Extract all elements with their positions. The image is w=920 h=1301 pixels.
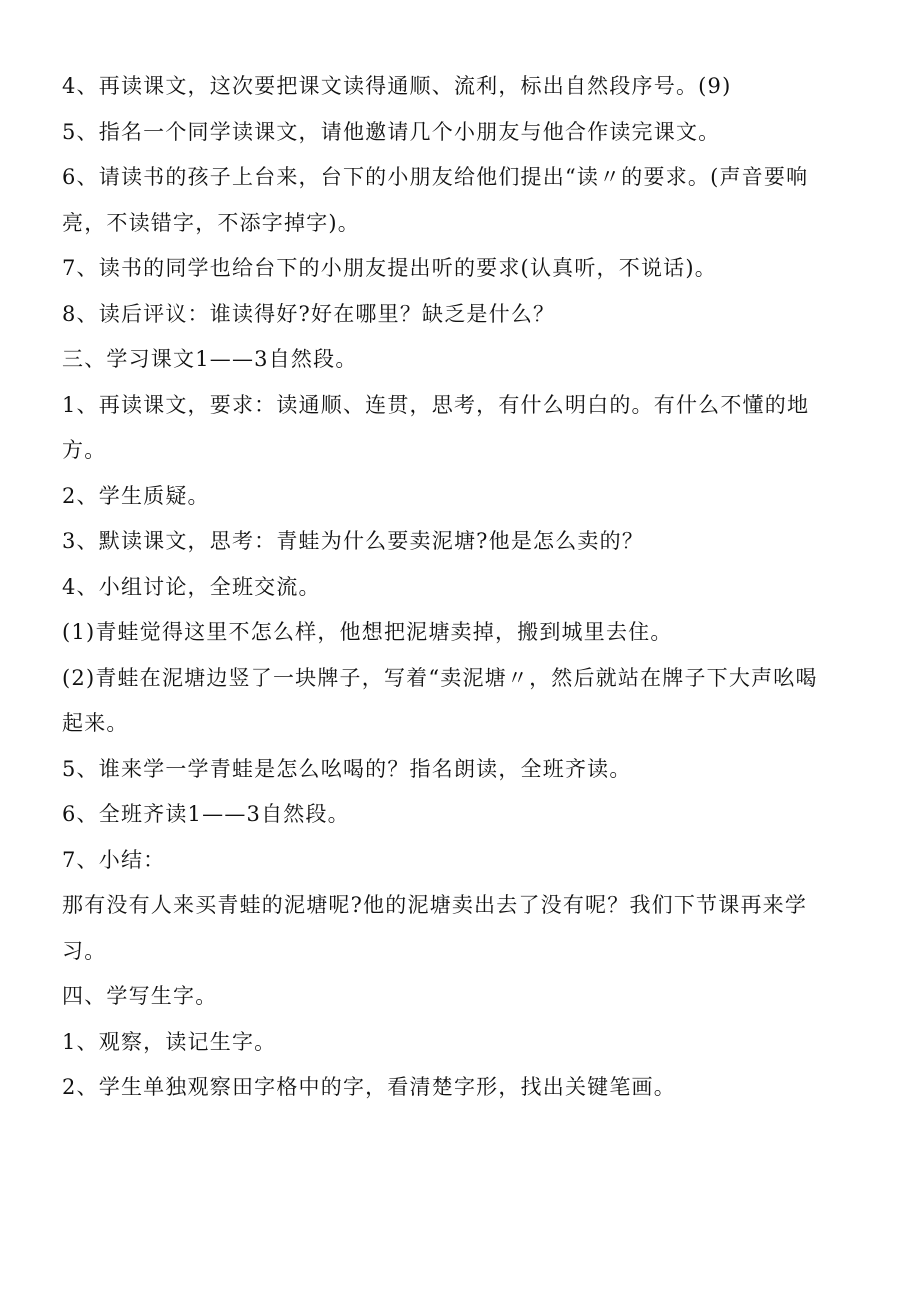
text-line: 7、小结： (62, 847, 166, 872)
text-line: 3、默读课文，思考：青蛙为什么要卖泥塘?他是怎么卖的？ (62, 529, 645, 553)
document-body (62, 64, 862, 1111)
text-line: 方。 (62, 438, 107, 462)
text-line: 起来。 (62, 711, 129, 735)
text-line: (2)青蛙在泥塘边竖了一块牌子，写着“卖泥塘〃，然后就站在牌子下大声吆喝 (62, 665, 818, 690)
text-line: 6、请读书的孩子上台来，台下的小朋友给他们提出“读〃的要求。(声音要响 (62, 165, 809, 189)
text-line: 1、观察，读记生字。 (62, 1029, 277, 1054)
text-line: 亮，不读错字，不添字掉字)。 (62, 210, 360, 235)
text-line: 7、读书的同学也给台下的小朋友提出听的要求(认真听，不说话)。 (62, 256, 717, 280)
text-line: 5、指名一个同学读课文，请他邀请几个小朋友与他合作读完课文。 (62, 119, 721, 144)
text-line: 1、再读课文，要求：读通顺、连贯，思考，有什么明白的。有什么不懂的地 (62, 392, 810, 417)
text-line: 6、全班齐读1——3自然段。 (62, 802, 350, 826)
text-line: 2、学生单独观察田字格中的字，看清楚字形，找出关键笔画。 (62, 1075, 676, 1099)
text-line: (1)青蛙觉得这里不怎么样，他想把泥塘卖掉，搬到城里去住。 (62, 620, 673, 644)
text-line: 4、小组讨论，全班交流。 (62, 574, 321, 599)
section-heading: 四、学写生字。 (62, 984, 218, 1008)
text-line: 2、学生质疑。 (62, 483, 210, 508)
text-line: 8、读后评议：谁读得好?好在哪里？缺乏是什么？ (62, 301, 556, 326)
text-line: 5、谁来学一学青蛙是怎么吆喝的？指名朗读，全班齐读。 (62, 756, 632, 781)
text-line: 习。 (62, 938, 107, 963)
text-line: 4、再读课文，这次要把课文读得通顺、流利，标出自然段序号。(9) (62, 74, 732, 98)
text-line: 那有没有人来买青蛙的泥塘呢?他的泥塘卖出去了没有呢？我们下节课再来学 (62, 893, 808, 917)
section-heading: 三、学习课文1——3自然段。 (62, 347, 358, 371)
